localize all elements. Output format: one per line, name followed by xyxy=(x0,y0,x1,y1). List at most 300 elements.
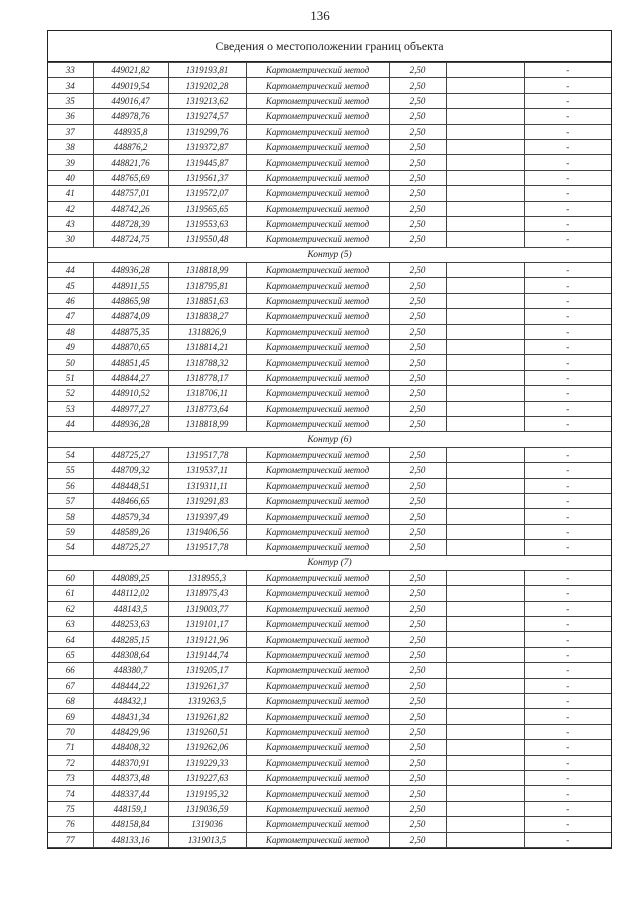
description-cell xyxy=(446,78,524,93)
description-cell xyxy=(446,694,524,709)
accuracy-cell: 2,50 xyxy=(389,724,446,739)
description-cell xyxy=(446,524,524,539)
coord-y-cell: 1319013,5 xyxy=(168,832,246,847)
contour-label: Контур (6) xyxy=(48,432,611,447)
note-cell: - xyxy=(524,586,611,601)
point-number-cell: 53 xyxy=(48,401,93,416)
method-cell: Картометрический метод xyxy=(246,447,389,462)
accuracy-cell: 2,50 xyxy=(389,801,446,816)
coord-y-cell: 1318818,99 xyxy=(168,416,246,431)
accuracy-cell: 2,50 xyxy=(389,740,446,755)
method-cell: Картометрический метод xyxy=(246,540,389,555)
coord-x-cell: 448911,55 xyxy=(93,278,168,293)
note-cell: - xyxy=(524,401,611,416)
note-cell: - xyxy=(524,755,611,770)
table-row xyxy=(48,78,611,93)
accuracy-cell: 2,50 xyxy=(389,447,446,462)
note-cell: - xyxy=(524,416,611,431)
description-cell xyxy=(446,263,524,278)
coord-y-cell: 1319213,62 xyxy=(168,93,246,108)
description-cell xyxy=(446,478,524,493)
method-cell: Картометрический метод xyxy=(246,817,389,832)
method-cell: Картометрический метод xyxy=(246,386,389,401)
table-row xyxy=(48,232,611,247)
note-cell: - xyxy=(524,832,611,847)
coord-y-cell: 1319003,77 xyxy=(168,601,246,616)
accuracy-cell: 2,50 xyxy=(389,186,446,201)
point-number-cell: 52 xyxy=(48,386,93,401)
method-cell: Картометрический метод xyxy=(246,186,389,201)
method-cell: Картометрический метод xyxy=(246,478,389,493)
coord-x-cell: 449016,47 xyxy=(93,93,168,108)
table-row xyxy=(48,540,611,555)
table-row xyxy=(48,817,611,832)
method-cell: Картометрический метод xyxy=(246,324,389,339)
table-row xyxy=(48,647,611,662)
accuracy-cell: 2,50 xyxy=(389,663,446,678)
accuracy-cell: 2,50 xyxy=(389,540,446,555)
accuracy-cell: 2,50 xyxy=(389,201,446,216)
accuracy-cell: 2,50 xyxy=(389,355,446,370)
description-cell xyxy=(446,493,524,508)
description-cell xyxy=(446,278,524,293)
accuracy-cell: 2,50 xyxy=(389,370,446,385)
accuracy-cell: 2,50 xyxy=(389,293,446,308)
coord-y-cell: 1318826,9 xyxy=(168,324,246,339)
coord-x-cell: 448844,27 xyxy=(93,370,168,385)
description-cell xyxy=(446,632,524,647)
method-cell: Картометрический метод xyxy=(246,93,389,108)
accuracy-cell: 2,50 xyxy=(389,463,446,478)
point-number-cell: 62 xyxy=(48,601,93,616)
coord-x-cell: 448709,32 xyxy=(93,463,168,478)
coord-y-cell: 1319260,51 xyxy=(168,724,246,739)
method-cell: Картометрический метод xyxy=(246,109,389,124)
description-cell xyxy=(446,293,524,308)
coord-y-cell: 1319262,06 xyxy=(168,740,246,755)
point-number-cell: 54 xyxy=(48,540,93,555)
accuracy-cell: 2,50 xyxy=(389,647,446,662)
point-number-cell: 64 xyxy=(48,632,93,647)
description-cell xyxy=(446,755,524,770)
coord-y-cell: 1319517,78 xyxy=(168,447,246,462)
method-cell: Картометрический метод xyxy=(246,755,389,770)
note-cell: - xyxy=(524,540,611,555)
method-cell: Картометрический метод xyxy=(246,170,389,185)
accuracy-cell: 2,50 xyxy=(389,109,446,124)
coord-x-cell: 449019,54 xyxy=(93,78,168,93)
accuracy-cell: 2,50 xyxy=(389,139,446,154)
description-cell xyxy=(446,509,524,524)
coord-y-cell: 1318773,64 xyxy=(168,401,246,416)
coord-x-cell: 448936,28 xyxy=(93,263,168,278)
note-cell: - xyxy=(524,370,611,385)
coord-x-cell: 448408,32 xyxy=(93,740,168,755)
coord-y-cell: 1319036,59 xyxy=(168,801,246,816)
coord-y-cell: 1319517,78 xyxy=(168,540,246,555)
table-row xyxy=(48,386,611,401)
description-cell xyxy=(446,663,524,678)
note-cell: - xyxy=(524,678,611,693)
description-cell xyxy=(446,155,524,170)
coord-y-cell: 1318795,81 xyxy=(168,278,246,293)
coord-y-cell: 1318838,27 xyxy=(168,309,246,324)
description-cell xyxy=(446,170,524,185)
coord-y-cell: 1318818,99 xyxy=(168,263,246,278)
accuracy-cell: 2,50 xyxy=(389,570,446,585)
point-number-cell: 38 xyxy=(48,139,93,154)
note-cell: - xyxy=(524,647,611,662)
method-cell: Картометрический метод xyxy=(246,232,389,247)
coordinates-table xyxy=(48,62,611,848)
note-cell: - xyxy=(524,478,611,493)
point-number-cell: 71 xyxy=(48,740,93,755)
coord-x-cell: 448977,27 xyxy=(93,401,168,416)
description-cell xyxy=(446,139,524,154)
table-row xyxy=(48,155,611,170)
point-number-cell: 50 xyxy=(48,355,93,370)
description-cell xyxy=(446,124,524,139)
coord-x-cell: 448112,02 xyxy=(93,586,168,601)
note-cell: - xyxy=(524,786,611,801)
description-cell xyxy=(446,709,524,724)
note-cell: - xyxy=(524,493,611,508)
point-number-cell: 40 xyxy=(48,170,93,185)
page-number: 136 xyxy=(310,8,330,23)
coord-y-cell: 1319205,17 xyxy=(168,663,246,678)
note-cell: - xyxy=(524,232,611,247)
point-number-cell: 49 xyxy=(48,340,93,355)
description-cell xyxy=(446,786,524,801)
point-number-cell: 44 xyxy=(48,416,93,431)
contour-label: Контур (7) xyxy=(48,555,611,570)
note-cell: - xyxy=(524,63,611,78)
coord-x-cell: 448851,45 xyxy=(93,355,168,370)
method-cell: Картометрический метод xyxy=(246,263,389,278)
coord-x-cell: 448870,65 xyxy=(93,340,168,355)
method-cell: Картометрический метод xyxy=(246,786,389,801)
point-number-cell: 69 xyxy=(48,709,93,724)
table-row xyxy=(48,401,611,416)
point-number-cell: 47 xyxy=(48,309,93,324)
method-cell: Картометрический метод xyxy=(246,216,389,231)
coord-x-cell: 448159,1 xyxy=(93,801,168,816)
accuracy-cell: 2,50 xyxy=(389,263,446,278)
table-row xyxy=(48,201,611,216)
coord-y-cell: 1318814,21 xyxy=(168,340,246,355)
method-cell: Картометрический метод xyxy=(246,570,389,585)
table-row xyxy=(48,740,611,755)
coord-y-cell: 1319311,11 xyxy=(168,478,246,493)
table-row xyxy=(48,678,611,693)
accuracy-cell: 2,50 xyxy=(389,340,446,355)
note-cell: - xyxy=(524,740,611,755)
method-cell: Картометрический метод xyxy=(246,647,389,662)
point-number-cell: 43 xyxy=(48,216,93,231)
description-cell xyxy=(446,355,524,370)
coord-y-cell: 1319101,17 xyxy=(168,617,246,632)
coord-y-cell: 1318955,3 xyxy=(168,570,246,585)
accuracy-cell: 2,50 xyxy=(389,694,446,709)
accuracy-cell: 2,50 xyxy=(389,309,446,324)
note-cell: - xyxy=(524,309,611,324)
method-cell: Картометрический метод xyxy=(246,832,389,847)
table-row xyxy=(48,370,611,385)
coord-x-cell: 448133,16 xyxy=(93,832,168,847)
table-row xyxy=(48,109,611,124)
table-row xyxy=(48,63,611,78)
note-cell: - xyxy=(524,93,611,108)
coord-y-cell: 1318706,11 xyxy=(168,386,246,401)
note-cell: - xyxy=(524,694,611,709)
accuracy-cell: 2,50 xyxy=(389,770,446,785)
table-row xyxy=(48,724,611,739)
accuracy-cell: 2,50 xyxy=(389,124,446,139)
method-cell: Картометрический метод xyxy=(246,801,389,816)
description-cell xyxy=(446,216,524,231)
accuracy-cell: 2,50 xyxy=(389,632,446,647)
point-number-cell: 66 xyxy=(48,663,93,678)
point-number-cell: 41 xyxy=(48,186,93,201)
contour-header-row xyxy=(48,247,611,262)
accuracy-cell: 2,50 xyxy=(389,709,446,724)
coord-x-cell: 448579,34 xyxy=(93,509,168,524)
point-number-cell: 45 xyxy=(48,278,93,293)
coord-y-cell: 1318778,17 xyxy=(168,370,246,385)
point-number-cell: 48 xyxy=(48,324,93,339)
table-row xyxy=(48,139,611,154)
accuracy-cell: 2,50 xyxy=(389,155,446,170)
method-cell: Картометрический метод xyxy=(246,678,389,693)
note-cell: - xyxy=(524,709,611,724)
table-row xyxy=(48,263,611,278)
accuracy-cell: 2,50 xyxy=(389,832,446,847)
coord-y-cell: 1319195,32 xyxy=(168,786,246,801)
method-cell: Картометрический метод xyxy=(246,309,389,324)
accuracy-cell: 2,50 xyxy=(389,617,446,632)
description-cell xyxy=(446,770,524,785)
point-number-cell: 30 xyxy=(48,232,93,247)
description-cell xyxy=(446,370,524,385)
method-cell: Картометрический метод xyxy=(246,139,389,154)
accuracy-cell: 2,50 xyxy=(389,386,446,401)
table-row xyxy=(48,786,611,801)
note-cell: - xyxy=(524,617,611,632)
point-number-cell: 76 xyxy=(48,817,93,832)
description-cell xyxy=(446,324,524,339)
note-cell: - xyxy=(524,170,611,185)
point-number-cell: 42 xyxy=(48,201,93,216)
table-row xyxy=(48,324,611,339)
coord-y-cell: 1318851,63 xyxy=(168,293,246,308)
coord-x-cell: 448143,5 xyxy=(93,601,168,616)
table-row xyxy=(48,186,611,201)
description-cell xyxy=(446,447,524,462)
method-cell: Картометрический метод xyxy=(246,463,389,478)
coord-y-cell: 1319299,76 xyxy=(168,124,246,139)
accuracy-cell: 2,50 xyxy=(389,586,446,601)
description-cell xyxy=(446,617,524,632)
table-row xyxy=(48,463,611,478)
accuracy-cell: 2,50 xyxy=(389,93,446,108)
method-cell: Картометрический метод xyxy=(246,586,389,601)
coord-x-cell: 448429,96 xyxy=(93,724,168,739)
coord-x-cell: 448158,84 xyxy=(93,817,168,832)
contour-label: Контур (5) xyxy=(48,247,611,262)
method-cell: Картометрический метод xyxy=(246,63,389,78)
note-cell: - xyxy=(524,293,611,308)
accuracy-cell: 2,50 xyxy=(389,509,446,524)
table-row xyxy=(48,755,611,770)
description-cell xyxy=(446,340,524,355)
accuracy-cell: 2,50 xyxy=(389,324,446,339)
point-number-cell: 37 xyxy=(48,124,93,139)
description-cell xyxy=(446,401,524,416)
note-cell: - xyxy=(524,278,611,293)
note-cell: - xyxy=(524,817,611,832)
note-cell: - xyxy=(524,724,611,739)
coord-x-cell: 448448,51 xyxy=(93,478,168,493)
point-number-cell: 63 xyxy=(48,617,93,632)
method-cell: Картометрический метод xyxy=(246,340,389,355)
point-number-cell: 75 xyxy=(48,801,93,816)
description-cell xyxy=(446,386,524,401)
coord-x-cell: 448876,2 xyxy=(93,139,168,154)
method-cell: Картометрический метод xyxy=(246,401,389,416)
note-cell: - xyxy=(524,355,611,370)
point-number-cell: 46 xyxy=(48,293,93,308)
point-number-cell: 65 xyxy=(48,647,93,662)
table-row xyxy=(48,586,611,601)
note-cell: - xyxy=(524,324,611,339)
table-row xyxy=(48,478,611,493)
note-cell: - xyxy=(524,155,611,170)
point-number-cell: 44 xyxy=(48,263,93,278)
coord-x-cell: 448874,09 xyxy=(93,309,168,324)
accuracy-cell: 2,50 xyxy=(389,170,446,185)
description-cell xyxy=(446,416,524,431)
table-row xyxy=(48,416,611,431)
point-number-cell: 72 xyxy=(48,755,93,770)
coord-x-cell: 448089,25 xyxy=(93,570,168,585)
table-row xyxy=(48,632,611,647)
coord-x-cell: 448725,27 xyxy=(93,447,168,462)
note-cell: - xyxy=(524,124,611,139)
note-cell: - xyxy=(524,139,611,154)
coord-x-cell: 448373,48 xyxy=(93,770,168,785)
method-cell: Картометрический метод xyxy=(246,201,389,216)
point-number-cell: 34 xyxy=(48,78,93,93)
point-number-cell: 57 xyxy=(48,493,93,508)
note-cell: - xyxy=(524,663,611,678)
note-cell: - xyxy=(524,447,611,462)
coord-y-cell: 1319227,63 xyxy=(168,770,246,785)
coord-x-cell: 448936,28 xyxy=(93,416,168,431)
coord-x-cell: 448875,35 xyxy=(93,324,168,339)
note-cell: - xyxy=(524,570,611,585)
accuracy-cell: 2,50 xyxy=(389,524,446,539)
point-number-cell: 70 xyxy=(48,724,93,739)
method-cell: Картометрический метод xyxy=(246,278,389,293)
coord-y-cell: 1319263,5 xyxy=(168,694,246,709)
method-cell: Картометрический метод xyxy=(246,740,389,755)
coord-y-cell: 1319261,37 xyxy=(168,678,246,693)
note-cell: - xyxy=(524,601,611,616)
coord-x-cell: 448308,64 xyxy=(93,647,168,662)
note-cell: - xyxy=(524,216,611,231)
coord-y-cell: 1319537,11 xyxy=(168,463,246,478)
contour-header-row xyxy=(48,555,611,570)
contour-header-row xyxy=(48,432,611,447)
note-cell: - xyxy=(524,463,611,478)
coord-x-cell: 448380,7 xyxy=(93,663,168,678)
table-row xyxy=(48,493,611,508)
point-number-cell: 39 xyxy=(48,155,93,170)
coord-y-cell: 1319397,49 xyxy=(168,509,246,524)
coord-y-cell: 1319261,82 xyxy=(168,709,246,724)
accuracy-cell: 2,50 xyxy=(389,78,446,93)
point-number-cell: 36 xyxy=(48,109,93,124)
note-cell: - xyxy=(524,263,611,278)
table-row xyxy=(48,570,611,585)
accuracy-cell: 2,50 xyxy=(389,678,446,693)
description-cell xyxy=(446,93,524,108)
table-row xyxy=(48,309,611,324)
method-cell: Картометрический метод xyxy=(246,770,389,785)
coord-y-cell: 1319565,65 xyxy=(168,201,246,216)
coord-y-cell: 1319572,07 xyxy=(168,186,246,201)
accuracy-cell: 2,50 xyxy=(389,755,446,770)
description-cell xyxy=(446,463,524,478)
coord-x-cell: 448724,75 xyxy=(93,232,168,247)
table-row xyxy=(48,694,611,709)
coord-y-cell: 1319561,37 xyxy=(168,170,246,185)
description-cell xyxy=(446,724,524,739)
point-number-cell: 61 xyxy=(48,586,93,601)
table-row xyxy=(48,293,611,308)
point-number-cell: 33 xyxy=(48,63,93,78)
accuracy-cell: 2,50 xyxy=(389,63,446,78)
description-cell xyxy=(446,309,524,324)
note-cell: - xyxy=(524,632,611,647)
description-cell xyxy=(446,201,524,216)
table-row xyxy=(48,709,611,724)
description-cell xyxy=(446,832,524,847)
method-cell: Картометрический метод xyxy=(246,155,389,170)
coord-x-cell: 448765,69 xyxy=(93,170,168,185)
coord-x-cell: 448337,44 xyxy=(93,786,168,801)
method-cell: Картометрический метод xyxy=(246,709,389,724)
coord-y-cell: 1319406,56 xyxy=(168,524,246,539)
description-cell xyxy=(446,740,524,755)
note-cell: - xyxy=(524,386,611,401)
accuracy-cell: 2,50 xyxy=(389,786,446,801)
description-cell xyxy=(446,109,524,124)
method-cell: Картометрический метод xyxy=(246,724,389,739)
coord-y-cell: 1319550,48 xyxy=(168,232,246,247)
description-cell xyxy=(446,678,524,693)
method-cell: Картометрический метод xyxy=(246,524,389,539)
description-cell xyxy=(446,801,524,816)
coord-x-cell: 448285,15 xyxy=(93,632,168,647)
coord-x-cell: 448431,34 xyxy=(93,709,168,724)
accuracy-cell: 2,50 xyxy=(389,232,446,247)
accuracy-cell: 2,50 xyxy=(389,817,446,832)
point-number-cell: 56 xyxy=(48,478,93,493)
description-cell xyxy=(446,601,524,616)
description-cell xyxy=(446,63,524,78)
sheet-title: Сведения о местоположении границ объекта xyxy=(48,31,611,62)
